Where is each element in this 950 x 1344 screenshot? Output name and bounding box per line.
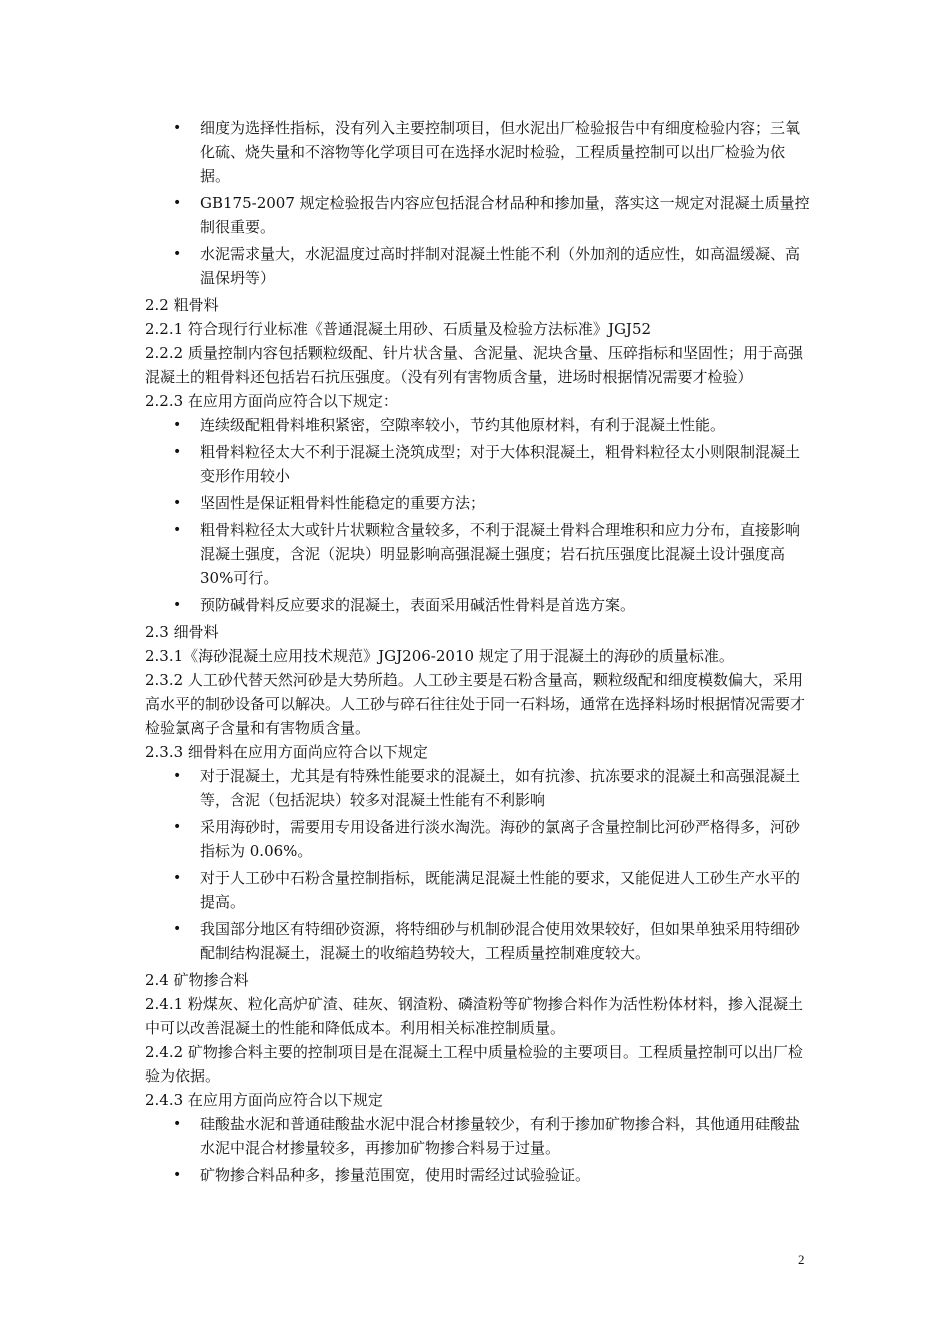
bullet-item <box>173 242 810 290</box>
bullet-text: GB175-2007 规定检验报告内容应包括混合材品种和掺加量，落实这一规定对混凝土质量控制很重要。 <box>200 194 810 236</box>
bullet-list <box>173 413 810 617</box>
section-heading: 2.4 矿物掺合料 <box>145 971 249 989</box>
bullet-item <box>173 593 810 617</box>
bullet-icon: • <box>173 522 182 538</box>
bullet-list <box>173 764 810 965</box>
bullet-icon: • <box>173 195 182 211</box>
bullet-icon: • <box>173 597 182 613</box>
bullet-text: 粗骨料粒径太大或针片状颗粒含量较多，不利于混凝土骨料合理堆积和应力分布，直接影响混凝土强度，含泥（泥块）明显影响高强混凝土强度；岩石抗压强度比混凝土设计强度高 30%可行。 <box>200 521 801 587</box>
bullet-item <box>173 491 810 515</box>
bullet-text: 我国部分地区有特细砂资源，将特细砂与机制砂混合使用效果较好，但如果单独采用特细砂配制结构混凝土，混凝土的收缩趋势较大，工程质量控制难度较大。 <box>200 920 801 962</box>
bullet-icon: • <box>173 921 182 937</box>
paragraph: 2.4.3 在应用方面尚应符合以下规定 <box>145 1091 383 1109</box>
bullet-item <box>173 413 810 437</box>
section-heading: 2.2 粗骨料 <box>145 296 219 314</box>
bullet-icon: • <box>173 819 182 835</box>
bullet-item <box>173 917 810 965</box>
page-number: 2 <box>798 1252 805 1267</box>
bullet-item <box>173 116 810 188</box>
bullet-text: 细度为选择性指标，没有列入主要控制项目，但水泥出厂检验报告中有细度检验内容；三氧化硫、烧失量和不溶物等化学项目可在选择水泥时检验，工程质量控制可以出厂检验为依据。 <box>200 119 801 185</box>
paragraph: 2.2.1 符合现行行业标准《普通混凝土用砂、石质量及检验方法标准》JGJ52 <box>145 320 652 338</box>
bullet-icon: • <box>173 1116 182 1132</box>
bullet-item <box>173 1163 810 1187</box>
bullet-list <box>173 116 810 290</box>
bullet-icon: • <box>173 870 182 886</box>
bullet-item <box>173 815 810 863</box>
bullet-icon: • <box>173 1167 182 1183</box>
bullet-item <box>173 440 810 488</box>
bullet-icon: • <box>173 495 182 511</box>
bullet-text: 水泥需求量大，水泥温度过高时拌制对混凝土性能不利（外加剂的适应性，如高温缓凝、高温保坍等） <box>200 245 801 287</box>
bullet-text: 粗骨料粒径太大不利于混凝土浇筑成型；对于大体积混凝土，粗骨料粒径太小则限制混凝土变形作用较小 <box>200 443 801 485</box>
bullet-text: 硅酸盐水泥和普通硅酸盐水泥中混合材掺量较少，有利于掺加矿物掺合料，其他通用硅酸盐水泥中混合材掺量较多，再掺加矿物掺合料易于过量。 <box>200 1115 801 1157</box>
paragraph: 2.2.3 在应用方面尚应符合以下规定： <box>145 392 398 410</box>
paragraph: 2.3.2 人工砂代替天然河砂是大势所趋。人工砂主要是石粉含量高，颗粒级配和细度模数偏大，采用高水平的制砂设备可以解决。人工砂与碎石往往处于同一石料场，通常在选择料场时根据情况需要才检验氯离子含量和有害物质含量。 <box>145 671 806 737</box>
bullet-icon: • <box>173 120 182 136</box>
bullet-text: 预防碱骨料反应要求的混凝土，表面采用碱活性骨料是首选方案。 <box>200 596 636 614</box>
bullet-text: 矿物掺合料品种多，掺量范围宽，使用时需经过试验验证。 <box>200 1166 591 1184</box>
bullet-text: 对于混凝土，尤其是有特殊性能要求的混凝土，如有抗渗、抗冻要求的混凝土和高强混凝土等，含泥（包括泥块）较多对混凝土性能有不利影响 <box>200 767 801 809</box>
bullet-text: 采用海砂时，需要用专用设备进行淡水淘洗。海砂的氯离子含量控制比河砂严格得多，河砂指标为 0.06%。 <box>200 818 801 860</box>
bullet-item <box>173 191 810 239</box>
paragraph: 2.4.2 矿物掺合料主要的控制项目是在混凝土工程中质量检验的主要项目。工程质量控制可以出厂检验为依据。 <box>145 1043 803 1085</box>
bullet-icon: • <box>173 444 182 460</box>
paragraph: 2.3.1《海砂混凝土应用技术规范》JGJ206-2010 规定了用于混凝土的海砂的质量标准。 <box>145 647 734 665</box>
bullet-item <box>173 866 810 914</box>
bullet-item <box>173 1112 810 1160</box>
paragraph: 2.4.1 粉煤灰、粒化高炉矿渣、硅灰、钢渣粉、磷渣粉等矿物掺合料作为活性粉体材料，掺入混凝土中可以改善混凝土的性能和降低成本。利用相关标准控制质量。 <box>145 995 803 1037</box>
bullet-icon: • <box>173 417 182 433</box>
section-heading: 2.3 细骨料 <box>145 623 219 641</box>
bullet-item <box>173 518 810 590</box>
bullet-text: 连续级配粗骨料堆积紧密，空隙率较小，节约其他原材料，有利于混凝土性能。 <box>200 416 726 434</box>
bullet-list <box>173 1112 810 1187</box>
paragraph: 2.2.2 质量控制内容包括颗粒级配、针片状含量、含泥量、泥块含量、压碎指标和坚固性；用于高强混凝土的粗骨料还包括岩石抗压强度。（没有列有害物质含量，进场时根据情况需要才检验） <box>145 344 803 386</box>
paragraph: 2.3.3 细骨料在应用方面尚应符合以下规定 <box>145 743 428 761</box>
bullet-item <box>173 764 810 812</box>
document-body <box>145 116 810 1190</box>
bullet-text: 对于人工砂中石粉含量控制指标，既能满足混凝土性能的要求，又能促进人工砂生产水平的提高。 <box>200 869 801 911</box>
bullet-text: 坚固性是保证粗骨料性能稳定的重要方法； <box>200 494 486 512</box>
bullet-icon: • <box>173 768 182 784</box>
bullet-icon: • <box>173 246 182 262</box>
